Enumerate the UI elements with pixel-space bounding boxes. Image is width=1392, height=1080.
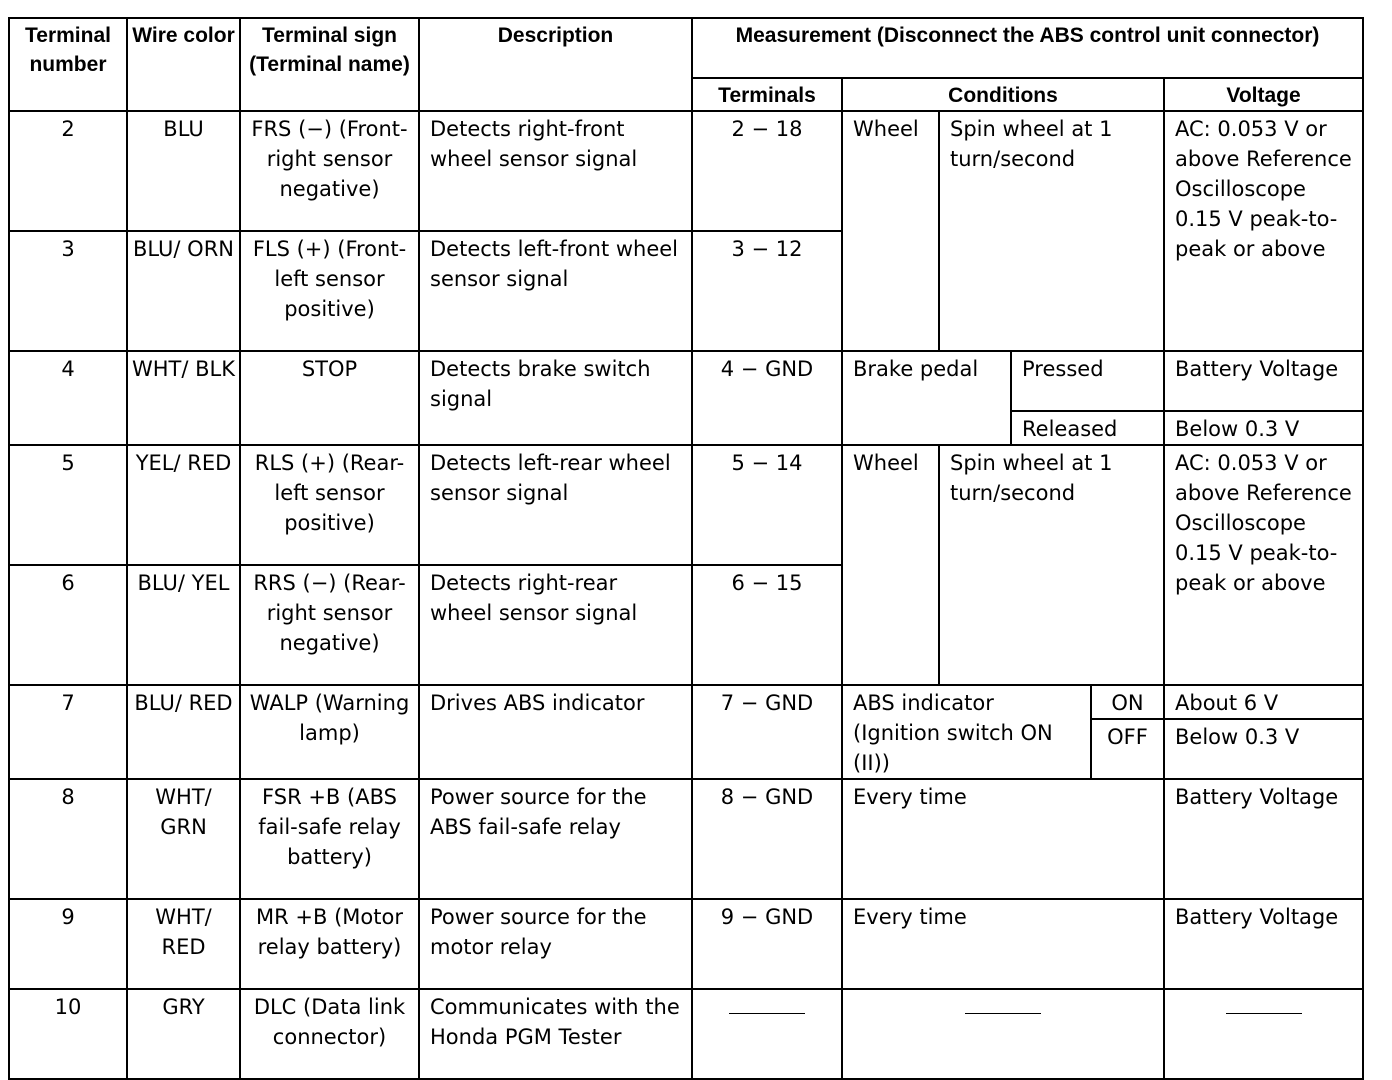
description: Drives ABS indicator: [419, 685, 692, 779]
terminal-sign: FRS (−) (Front-right sensor negative): [240, 111, 419, 231]
terminal-sign: STOP: [240, 351, 419, 445]
voltage-empty: [1164, 989, 1363, 1079]
condition-abs-indicator: ABS indicator (Ignition switch ON (II)): [842, 685, 1091, 779]
terminals: 3 − 12: [692, 231, 842, 351]
condition-wheel-front: Wheel: [842, 111, 939, 351]
terminal-sign: DLC (Data link connector): [240, 989, 419, 1079]
dash-mark: [965, 1013, 1041, 1014]
condition-every-time: Every time: [842, 899, 1164, 989]
terminals: 7 − GND: [692, 685, 842, 779]
wire-color: BLU/ ORN: [127, 231, 240, 351]
wire-color: BLU: [127, 111, 240, 231]
description: Detects left-rear wheel sensor signal: [419, 445, 692, 565]
wire-color: WHT/ BLK: [127, 351, 240, 445]
wire-color: WHT/ RED: [127, 899, 240, 989]
terminal-number: 7: [9, 685, 127, 779]
terminals: 9 − GND: [692, 899, 842, 989]
header-wire-color: Wire color: [127, 18, 240, 111]
header-conditions: Conditions: [842, 78, 1164, 111]
terminals: 4 − GND: [692, 351, 842, 445]
state-pressed: Pressed: [1011, 351, 1164, 411]
wire-color: WHT/ GRN: [127, 779, 240, 899]
terminal-sign: WALP (Warning lamp): [240, 685, 419, 779]
terminal-sign: RLS (+) (Rear-left sensor positive): [240, 445, 419, 565]
terminal-number: 5: [9, 445, 127, 565]
table-row: [9, 779, 1363, 899]
description: Power source for the motor relay: [419, 899, 692, 989]
terminal-number: 4: [9, 351, 127, 445]
description: Communicates with the Honda PGM Tester: [419, 989, 692, 1079]
terminals: 6 − 15: [692, 565, 842, 685]
terminal-number: 3: [9, 231, 127, 351]
header-description: Description: [419, 18, 692, 111]
state-off: OFF: [1091, 719, 1164, 779]
voltage-pressed: Battery Voltage: [1164, 351, 1363, 411]
condition-wheel-rear: Wheel: [842, 445, 939, 685]
voltage-off: Below 0.3 V: [1164, 719, 1363, 779]
table-row: [9, 685, 1363, 719]
table-row: [9, 989, 1363, 1079]
header-terminal-number: Terminal number: [9, 18, 127, 111]
voltage-rear-wheel: AC: 0.053 V or above Reference Oscilloscope 0.15 V peak-to-peak or above: [1164, 445, 1363, 685]
terminal-sign: MR +B (Motor relay battery): [240, 899, 419, 989]
voltage-battery: Battery Voltage: [1164, 899, 1363, 989]
terminal-table: [8, 17, 1364, 1080]
terminal-sign: RRS (−) (Rear-right sensor negative): [240, 565, 419, 685]
terminal-sign: FLS (+) (Front-left sensor positive): [240, 231, 419, 351]
condition-every-time: Every time: [842, 779, 1164, 899]
terminal-number: 10: [9, 989, 127, 1079]
header-terminals: Terminals: [692, 78, 842, 111]
terminals-empty: [692, 989, 842, 1079]
condition-empty: [842, 989, 1164, 1079]
dash-mark: [729, 1013, 805, 1014]
terminals: 8 − GND: [692, 779, 842, 899]
wire-color: GRY: [127, 989, 240, 1079]
condition-brake-pedal: Brake pedal: [842, 351, 1011, 445]
terminal-number: 8: [9, 779, 127, 899]
table-row: [9, 351, 1363, 411]
state-on: ON: [1091, 685, 1164, 719]
state-released: Released: [1011, 411, 1164, 445]
terminals: 5 − 14: [692, 445, 842, 565]
header-voltage: Voltage: [1164, 78, 1363, 111]
dash-mark: [1226, 1013, 1302, 1014]
description: Detects brake switch signal: [419, 351, 692, 445]
voltage-battery: Battery Voltage: [1164, 779, 1363, 899]
voltage-front-wheel: AC: 0.053 V or above Reference Oscilloscope 0.15 V peak-to-peak or above: [1164, 111, 1363, 351]
terminal-number: 9: [9, 899, 127, 989]
description: Detects left-front wheel sensor signal: [419, 231, 692, 351]
table-row: [9, 445, 1363, 565]
table-row: [9, 899, 1363, 989]
terminal-number: 2: [9, 111, 127, 231]
table-row: [9, 111, 1363, 231]
terminal-sign: FSR +B (ABS fail-safe relay battery): [240, 779, 419, 899]
condition-spin-front: Spin wheel at 1 turn/second: [939, 111, 1164, 351]
condition-spin-rear: Spin wheel at 1 turn/second: [939, 445, 1164, 685]
wire-color: BLU/ RED: [127, 685, 240, 779]
voltage-on: About 6 V: [1164, 685, 1363, 719]
terminal-number: 6: [9, 565, 127, 685]
description: Detects right-front wheel sensor signal: [419, 111, 692, 231]
wire-color: YEL/ RED: [127, 445, 240, 565]
header-measurement: Measurement (Disconnect the ABS control unit connector): [692, 18, 1363, 78]
header-terminal-sign: Terminal sign (Terminal name): [240, 18, 419, 111]
description: Power source for the ABS fail-safe relay: [419, 779, 692, 899]
voltage-released: Below 0.3 V: [1164, 411, 1363, 445]
description: Detects right-rear wheel sensor signal: [419, 565, 692, 685]
terminals: 2 − 18: [692, 111, 842, 231]
wire-color: BLU/ YEL: [127, 565, 240, 685]
